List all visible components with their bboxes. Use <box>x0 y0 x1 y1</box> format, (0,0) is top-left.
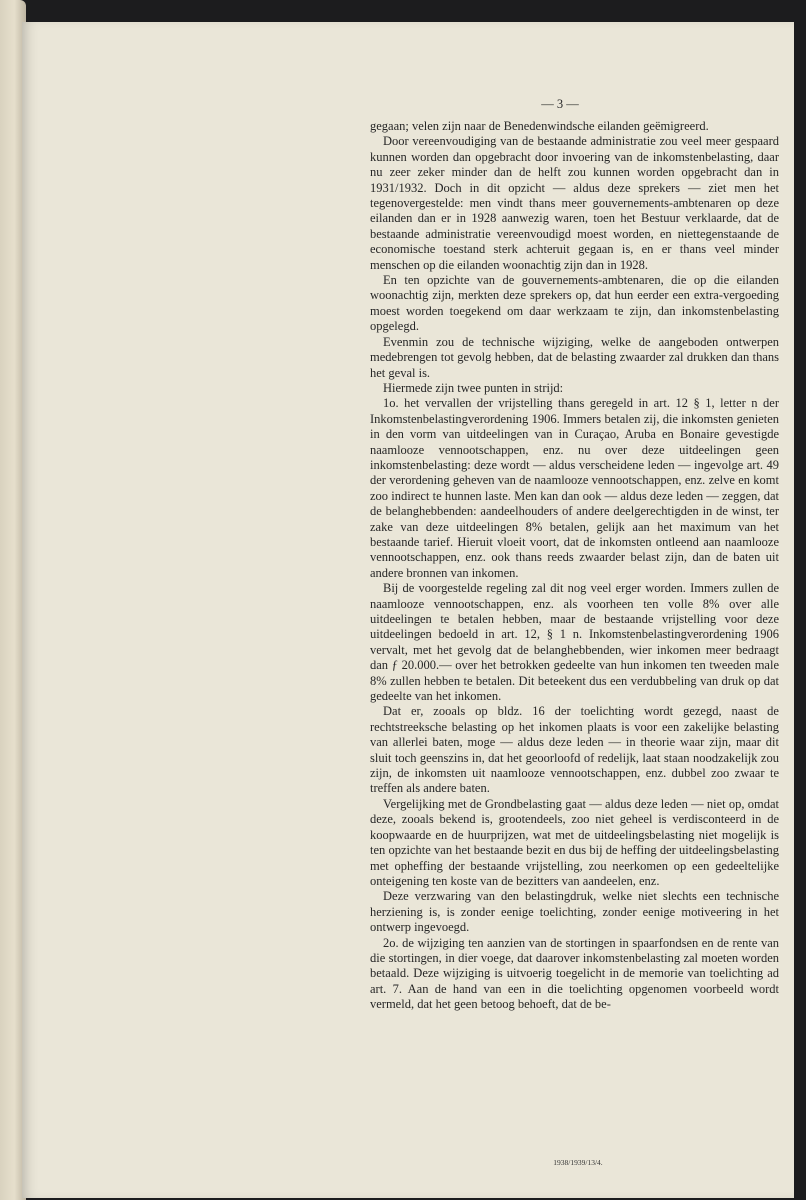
paragraph: Vergelijking met de Grondbelasting gaat — aldus deze leden — niet op, omdat deze, zooals bekend is, grootendeels, zoo niet geheel is verdisconteerd in de koopwaarde en de huurprijzen, wat met de uitdeelingsbelasting niet mogelijk is ten opzichte van het bestaande bezit en dus bij de heffing der uitdeelingsbelasting met opheffing der bestaande vrijstelling, zou neerkomen op een gedeeltelijke onteigening ten koste van de bezitters van aandeelen, enz. <box>370 796 779 888</box>
paragraph: 2o. de wijziging ten aanzien van de stortingen in spaarfondsen en de rente van die stortingen, in dier voege, dat daarover inkomstenbelasting zal moeten worden betaald. Deze wijziging is uitvoerig toegelicht in de memorie van toelichting ad art. 7. Aan de hand van een in die toelichting opgenomen voorbeeld wordt vermeld, dat het geen betoog behoeft, dat de be- <box>370 935 779 1012</box>
paragraph: En ten opzichte van de gouvernements-ambtenaren, die op die eilanden woonachtig zijn, merkten deze sprekers op, dat hun eerder een extra-vergoeding moest worden toegekend om daar werkzaam te zijn, dan inkomstenbelasting opgelegd. <box>370 273 779 334</box>
paragraph: 1o. het vervallen der vrijstelling thans geregeld in art. 12 § 1, letter n der Inkomstenbelastingverordening 1906. Immers betalen zij, die inkomsten genieten in den vorm van uitdeelingen van in Curaçao, Aruba en Bonaire gevestigde naamlooze vennootschappen, enz. nu over deze uitdeelingen geen inkomstenbelasting: deze wordt — aldus verscheidene leden — ingevolge art. 49 der verordening geheven van de naamlooze vennootschappen, enz. zelve en komt zoo indirect te hunnen laste. Men kan dan ook — aldus deze leden — zeggen, dat de belanghebbenden: aandeelhouders of andere deelgerechtigden in de winst, ter zake van deze uitdeelingen 8% betalen, gelijk aan het maximum van het bestaande tarief. Hieruit vloeit voort, dat de inkomsten ontleend aan naamlooze vennootschappen, enz. ook thans reeds zwaarder belast zijn, dan de baten uit andere bronnen van inkomen. <box>370 396 779 580</box>
body-text <box>370 119 779 1013</box>
paragraph: gegaan; velen zijn naar de Benedenwindsche eilanden geëmigreerd. <box>370 119 709 133</box>
paragraph: Hiermede zijn twee punten in strijd: <box>383 380 564 395</box>
paragraph: Evenmin zou de technische wijziging, welke de aangeboden ontwerpen medebrengen tot gevolg hebben, dat de belasting zwaarder zal drukken dan thans het geval is. <box>370 334 779 380</box>
document-reference-footer: 1938/1939/13/4. <box>553 1158 603 1167</box>
page-number: — 3 — <box>541 97 579 111</box>
paragraph: Deze verzwaring van den belastingdruk, welke niet slechts een technische herziening is, is zonder eenige toelichting, zonder eenige motiveering in het ontwerp ingevoegd. <box>370 889 779 935</box>
paragraph: Bij de voorgestelde regeling zal dit nog veel erger worden. Immers zullen de naamlooze vennootschappen, enz. als voorheen ten volle 8% over alle uitdeelingen te betalen hebben, maar de bestaande vrijstelling voor deze uitdeelingen bedoeld in art. 12, § 1 n. Inkomstenbelastingverordening 1906 vervalt, met het gevolg dat de belanghebbenden, wier inkomen meer bedraagt dan ƒ 20.000.— over het betrokken gedeelte van hun inkomen ten tweeden male 8% zullen hebben te betalen. Dit beteekent dus een verdubbeling van druk op dat gedeelte van het inkomen. <box>370 581 779 704</box>
paragraph: Dat er, zooals op bldz. 16 der toelichting wordt gezegd, naast de rechtstreeksche belasting op het inkomen plaats is voor een zakelijke belasting van allerlei baten, moge — aldus deze leden — in theorie waar zijn, maar dit sluit toch geenszins in, dat het geoorloofd of redelijk, laat staan noodzakelijk zou zijn, de inkomsten uit naamlooze vennootschappen, enz. dubbel zoo zwaar te treffen als andere baten. <box>370 704 779 796</box>
paragraph: Door vereenvoudiging van de bestaande administratie zou veel meer gespaard kunnen worden dan opgebracht door invoering van de inkomstenbelasting, daar nu zeer zeker minder dan de helft zou kunnen worden opgebracht dan in 1931/1932. Doch in dit opzicht — aldus deze sprekers — ziet men het tegenovergestelde: men vindt thans meer gouvernements-ambtenaren op deze eilanden dan er in 1928 aanwezig waren, toen het Bestuur verklaarde, dat de bestaande administratie vereenvoudigd moest worden, en niettegenstaande de economische toestand sterk achteruit gegaan is, en er thans veel minder menschen op die eilanden woonachtig zijn dan in 1928. <box>370 134 779 272</box>
